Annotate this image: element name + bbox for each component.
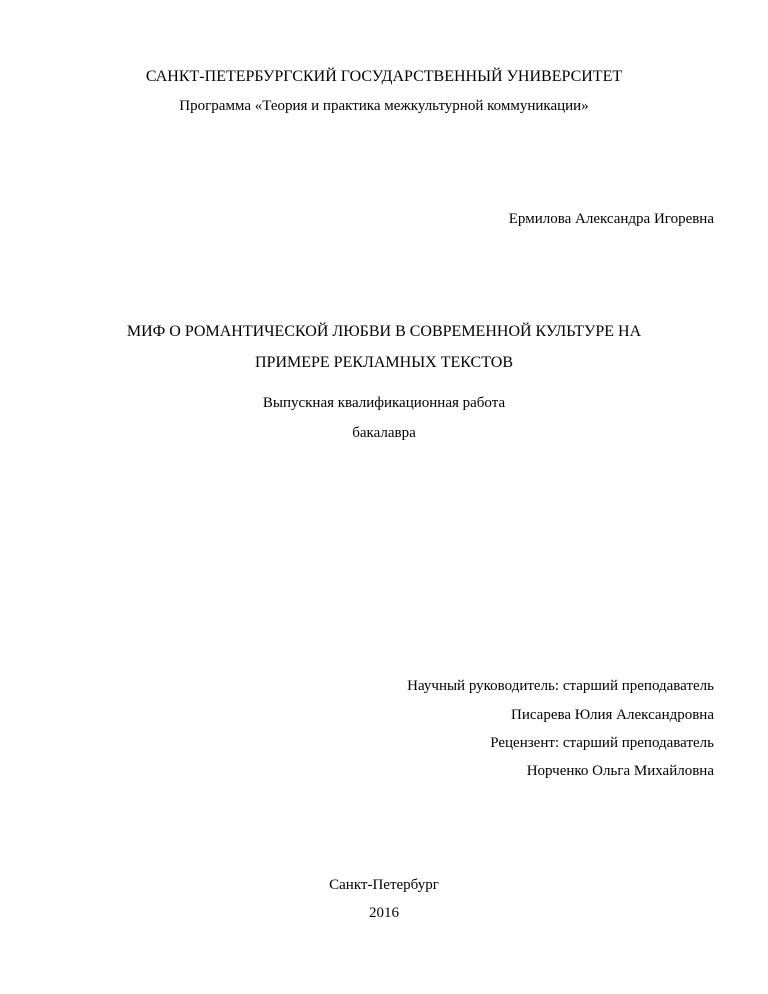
university-name: САНКТ-ПЕТЕРБУРГСКИЙ ГОСУДАРСТВЕННЫЙ УНИВЕРСИТЕТ bbox=[145, 68, 623, 85]
author-name: Ермилова Александра Игоревна bbox=[508, 211, 714, 227]
supervisor-name: Писарева Юлия Александровна bbox=[510, 707, 714, 723]
reviewer-name: Норченко Ольга Михайловна bbox=[526, 763, 714, 779]
thesis-type-line-1: Выпускная квалификационная работа bbox=[262, 395, 506, 411]
supervisor-role: Научный руководитель: старший преподаватель bbox=[407, 678, 714, 694]
city: Санкт-Петербург bbox=[329, 877, 439, 893]
thesis-title-line-1: МИФ О РОМАНТИЧЕСКОЙ ЛЮБВИ В СОВРЕМЕННОЙ КУЛЬТУРЕ НА bbox=[126, 323, 642, 340]
year: 2016 bbox=[369, 905, 399, 921]
reviewer-role: Рецензент: старший преподаватель bbox=[490, 735, 714, 751]
thesis-title-line-2: ПРИМЕРЕ РЕКЛАМНЫХ ТЕКСТОВ bbox=[255, 354, 513, 371]
program-name: Программа «Теория и практика межкультурной коммуникации» bbox=[179, 98, 589, 114]
thesis-type-line-2: бакалавра bbox=[352, 425, 416, 441]
